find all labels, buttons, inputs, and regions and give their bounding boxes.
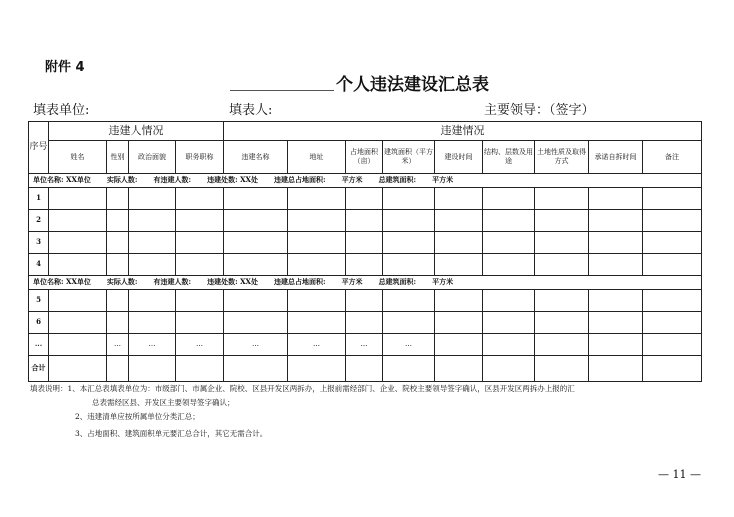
person-group-header: 违建人情况: [49, 122, 224, 141]
col-demolish-time: 承诺自拆时间: [589, 141, 643, 174]
summary-unit-sqm: 平方米: [432, 277, 454, 287]
ellipsis-cell: …: [383, 334, 435, 356]
filler-label: 填表人:: [229, 103, 273, 118]
col-structure: 结构、层数及用途: [483, 141, 535, 174]
page-number: — 11 —: [658, 468, 701, 481]
col-land-area: 占地面积（亩）: [346, 141, 383, 174]
col-gender: 性别: [107, 141, 129, 174]
note-line: 填表说明：1、本汇总表填表单位为：市级部门、市属企业、院校、区县开发区两拆办，上报前需经部门、企业、院校主要领导签字确认，区县开发区两拆办上报的汇: [30, 384, 575, 393]
col-floor-area: 建筑面积（平方米）: [383, 141, 435, 174]
ellipsis-cell: …: [224, 334, 288, 356]
note-line: 总表需经区县、开发区主要领导签字确认；: [92, 398, 235, 407]
unit-summary-row: [29, 276, 702, 290]
row-number: 4: [29, 254, 49, 276]
ellipsis-cell: …: [346, 334, 383, 356]
note-line: 2、违建清单应按所属单位分类汇总；: [75, 412, 200, 421]
page-title: 个人违法建设汇总表: [336, 75, 489, 95]
summary-unit-sqm: 平方米: [341, 175, 363, 185]
row-number: ...: [29, 334, 49, 356]
summary-actual-count: 实际人数:: [106, 277, 138, 287]
summary-unit-sqm: 平方米: [341, 277, 363, 287]
col-land-nature: 土地性质及取得方式: [535, 141, 589, 174]
col-build-time: 建设时间: [435, 141, 483, 174]
col-address: 地址: [288, 141, 346, 174]
col-name: 姓名: [49, 141, 107, 174]
title-underline: [230, 90, 334, 91]
col-remarks: 备注: [643, 141, 702, 174]
fill-unit-label: 填表单位:: [33, 103, 90, 118]
summary-actual-count: 实际人数:: [106, 175, 138, 185]
summary-land-area: 违建总占地面积:: [273, 175, 326, 185]
ellipsis-cell: …: [176, 334, 224, 356]
col-political: 政治面貌: [129, 141, 176, 174]
ellipsis-cell: …: [129, 334, 176, 356]
row-number: 6: [29, 312, 49, 334]
building-group-header: 违建情况: [224, 122, 702, 141]
summary-site-count: 违建处数: XX处: [207, 277, 258, 287]
summary-violator-count: 有违建人数:: [153, 175, 192, 185]
leader-signature-label: 主要领导：（签字）: [484, 103, 595, 118]
row-number: 3: [29, 232, 49, 254]
summary-table: [28, 121, 702, 382]
summary-unit-name: 单位名称: XX单位: [33, 175, 91, 185]
seq-header: 序号: [29, 122, 49, 174]
row-number: 1: [29, 188, 49, 210]
col-title: 职务职称: [176, 141, 224, 174]
row-number: 5: [29, 290, 49, 312]
note-line: 3、占地面积、建筑面积单元要汇总合计，其它无需合计。: [75, 429, 268, 438]
summary-unit-name: 单位名称: XX单位: [33, 277, 91, 287]
unit-summary-row: [29, 174, 702, 188]
summary-unit-sqm: 平方米: [432, 175, 454, 185]
summary-site-count: 违建处数: XX处: [207, 175, 258, 185]
ellipsis-cell: …: [288, 334, 346, 356]
row-number: 2: [29, 210, 49, 232]
summary-floor-area: 总建筑面积:: [378, 277, 417, 287]
attachment-label: 附件 4: [45, 60, 85, 75]
summary-violator-count: 有违建人数:: [153, 277, 192, 287]
total-label: 合计: [29, 356, 49, 382]
summary-floor-area: 总建筑面积:: [378, 175, 417, 185]
ellipsis-cell: …: [107, 334, 129, 356]
col-build-name: 违建名称: [224, 141, 288, 174]
summary-land-area: 违建总占地面积:: [273, 277, 326, 287]
